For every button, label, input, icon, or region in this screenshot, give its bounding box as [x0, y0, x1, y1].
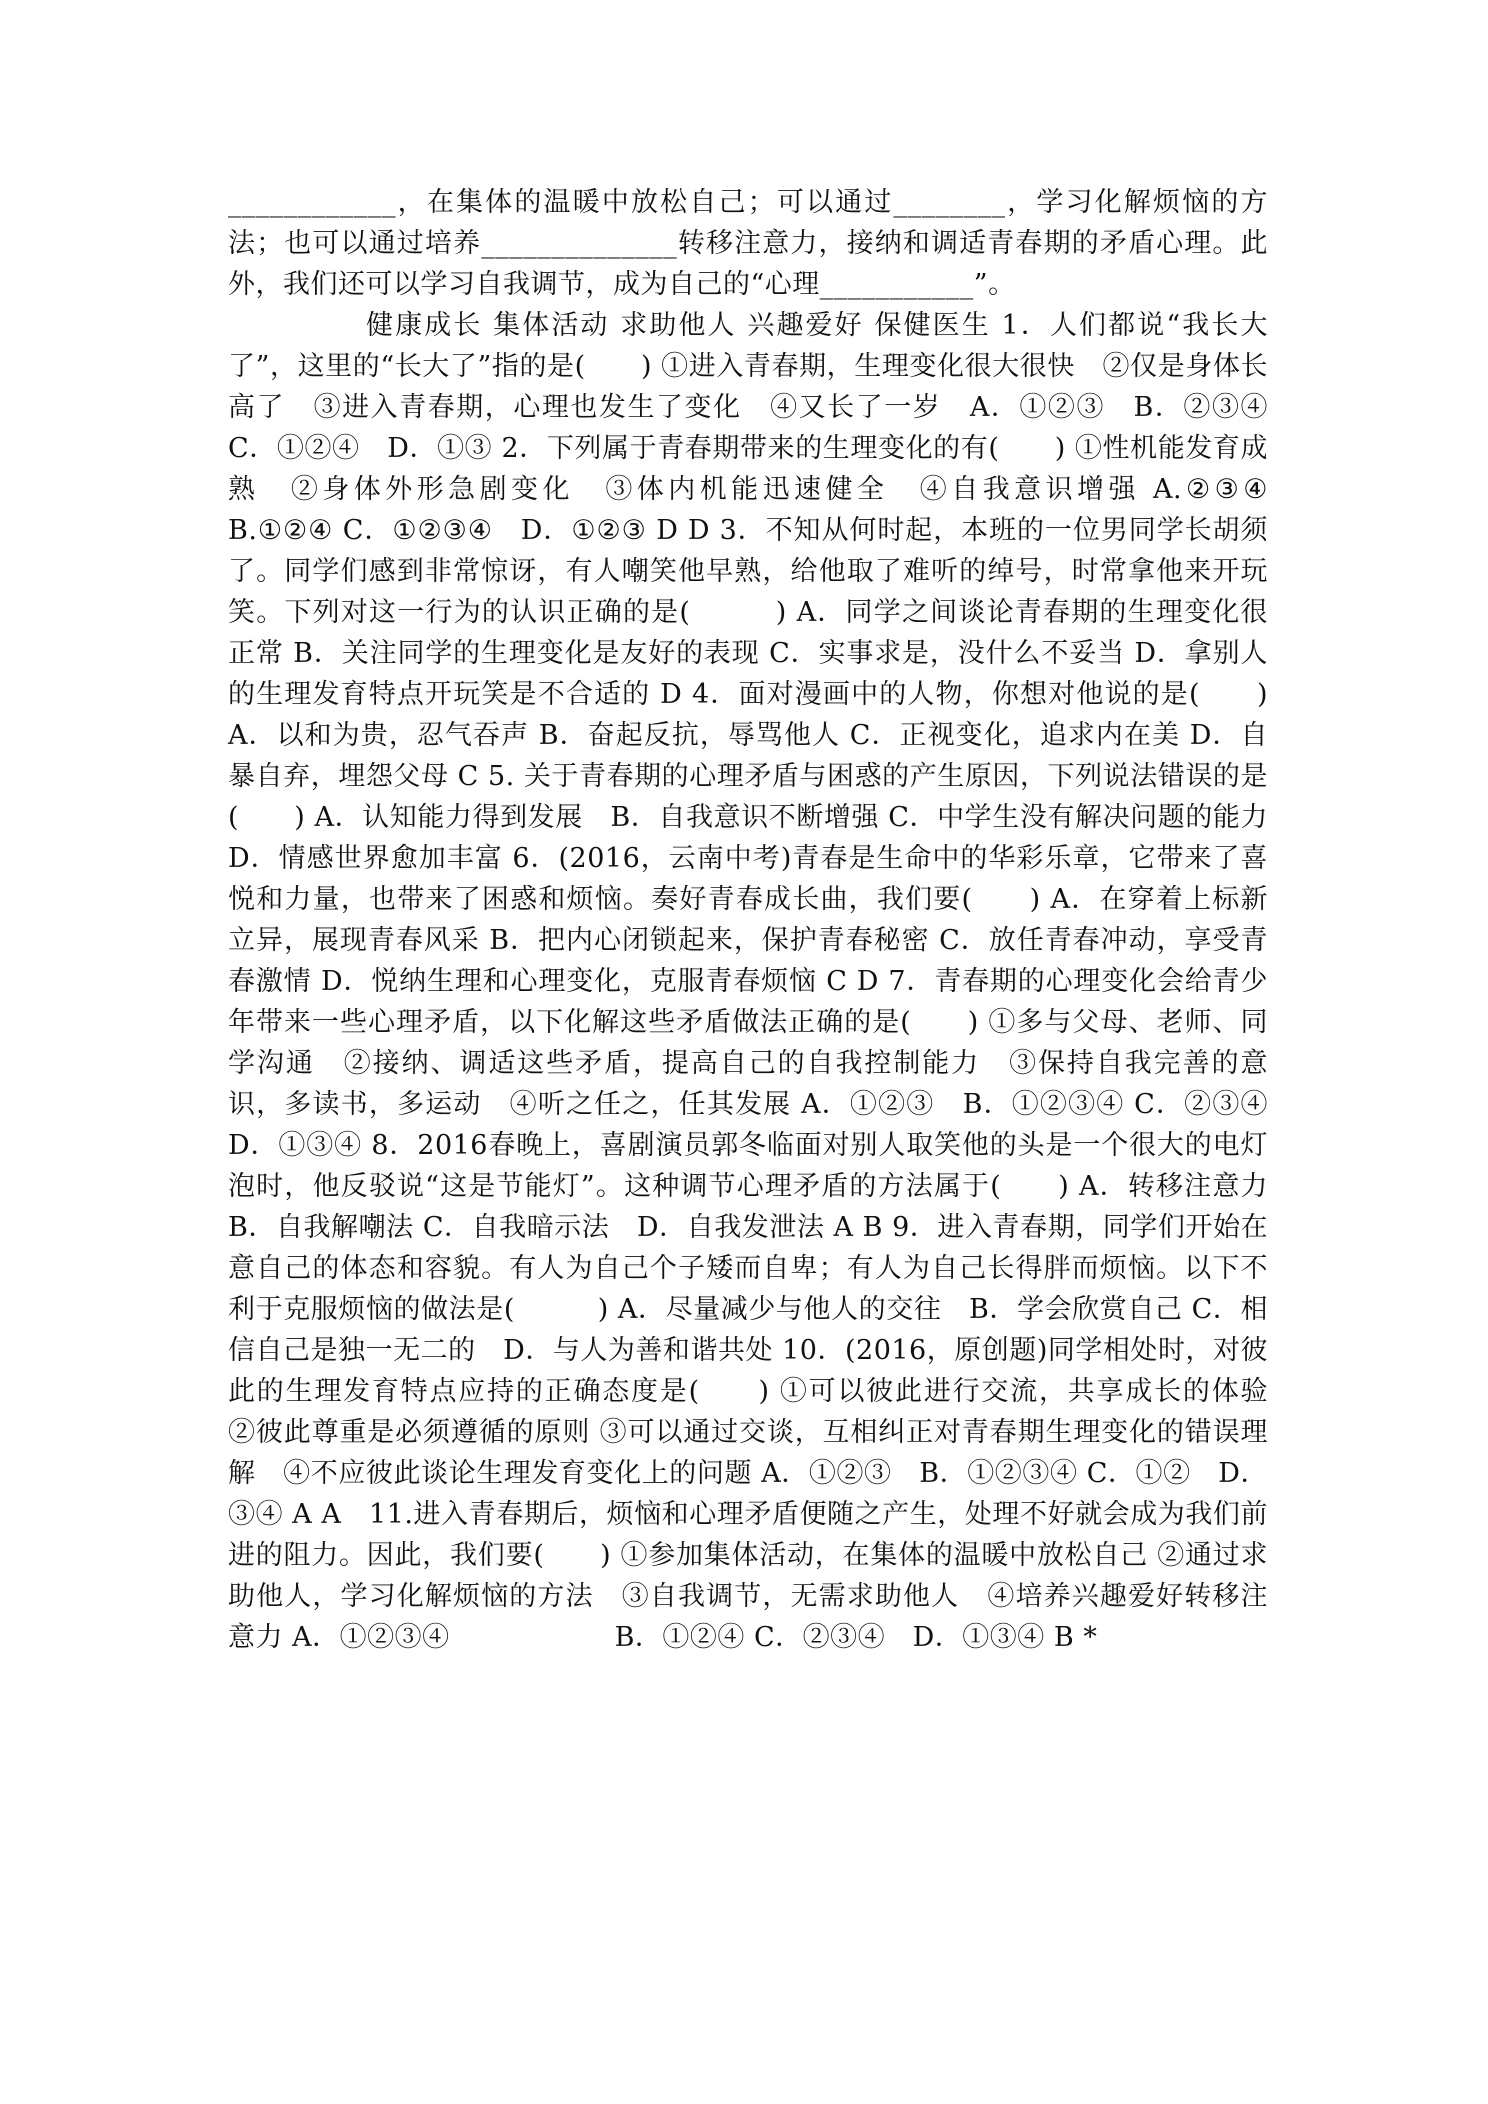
document-body [228, 182, 1296, 1658]
questions-paragraph: 健康成长 集体活动 求助他人 兴趣爱好 保健医生 1．人们都说“我长大了”，这里的“长大了”指的是( ) ①进入青春期，生理变化很大很快 ②仅是身体长高了 ③进入青春期，心理也发生了变化 ④又长了一岁 A．①②③ B．②③④ C．①②④ D．①③ 2．下列属于青春期带来的生理变化的有( ) ①性机能发育成熟 ②身体外形急剧变化 ③体内机能迅速健全 ④自我意识增强 A.②③④ B.①②④ C．①②③④ D．①②③ D D 3．不知从何时起，本班的一位男同学长胡须了。同学们感到非常惊讶，有人嘲笑他早熟，给他取了难听的绰号，时常拿他来开玩笑。下列对这一行为的认识正确的是( ) A．同学之间谈论青春期的生理变化很正常 B．关注同学的生理变化是友好的表现 C．实事求是，没什么不妥当 D．拿别人的生理发育特点开玩笑是不合适的 D 4．面对漫画中的人物，你想对他说的是( ) A．以和为贵，忍气吞声 B．奋起反抗，辱骂他人 C．正视变化，追求内在美 D．自暴自弃，埋怨父母 C 5. 关于青春期的心理矛盾与困惑的产生原因，下列说法错误的是( ) A．认知能力得到发展 B．自我意识不断增强 C．中学生没有解决问题的能力 D．情感世界愈加丰富 6．(2016，云南中考)青春是生命中的华彩乐章，它带来了喜悦和力量，也带来了困惑和烦恼。奏好青春成长曲，我们要( ) A．在穿着上标新立异，展现青春风采 B．把内心闭锁起来，保护青春秘密 C．放任青春冲动，享受青春激情 D．悦纳生理和心理变化，克服青春烦恼 C D 7．青春期的心理变化会给青少年带来一些心理矛盾，以下化解这些矛盾做法正确的是( ) ①多与父母、老师、同学沟通 ②接纳、调适这些矛盾，提高自己的自我控制能力 ③保持自我完善的意识，多读书，多运动 ④听之任之，任其发展 A．①②③ B．①②③④ C．②③④ D．①③④ 8．2016春晚上，喜剧演员郭冬临面对别人取笑他的头是一个很大的电灯泡时，他反驳说“这是节能灯”。这种调节心理矛盾的方法属于( ) A．转移注意力 B．自我解嘲法 C．自我暗示法 D．自我发泄法 A B 9．进入青春期，同学们开始在意自己的体态和容貌。有人为自己个子矮而自卑；有人为自己长得胖而烦恼。以下不利于克服烦恼的做法是( ) A．尽量减少与他人的交往 B．学会欣赏自己 C．相信自己是独一无二的 D．与人为善和谐共处 10．(2016，原创题)同学相处时，对彼此的生理发育特点应持的正确态度是( ) ①可以彼此进行交流，共享成长的体验 ②彼此尊重是必须遵循的原则 ③可以通过交谈，互相纠正对青春期生理变化的错误理解 ④不应彼此谈论生理发育变化上的问题 A．①②③ B．①②③④ C．①② D．③④ A A 11.进入青春期后，烦恼和心理矛盾便随之产生，处理不好就会成为我们前进的阻力。因此，我们要( ) ①参加集体活动，在集体的温暖中放松自己 ②通过求助他人，学习化解烦恼的方法 ③自我调节，无需求助他人 ④培养兴趣爱好转移注意力 A．①②③④ B．①②④ C．②③④ D．①③④ B * [228, 310, 1296, 1653]
intro-paragraph: ____________，在集体的温暖中放松自己；可以通过________，学习化解烦恼的方法；也可以通过培养______________转移注意力，接纳和调适青春期的矛盾心理。此外，我们还可以学习自我调节，成为自己的“心理___________”。 [228, 187, 1268, 300]
